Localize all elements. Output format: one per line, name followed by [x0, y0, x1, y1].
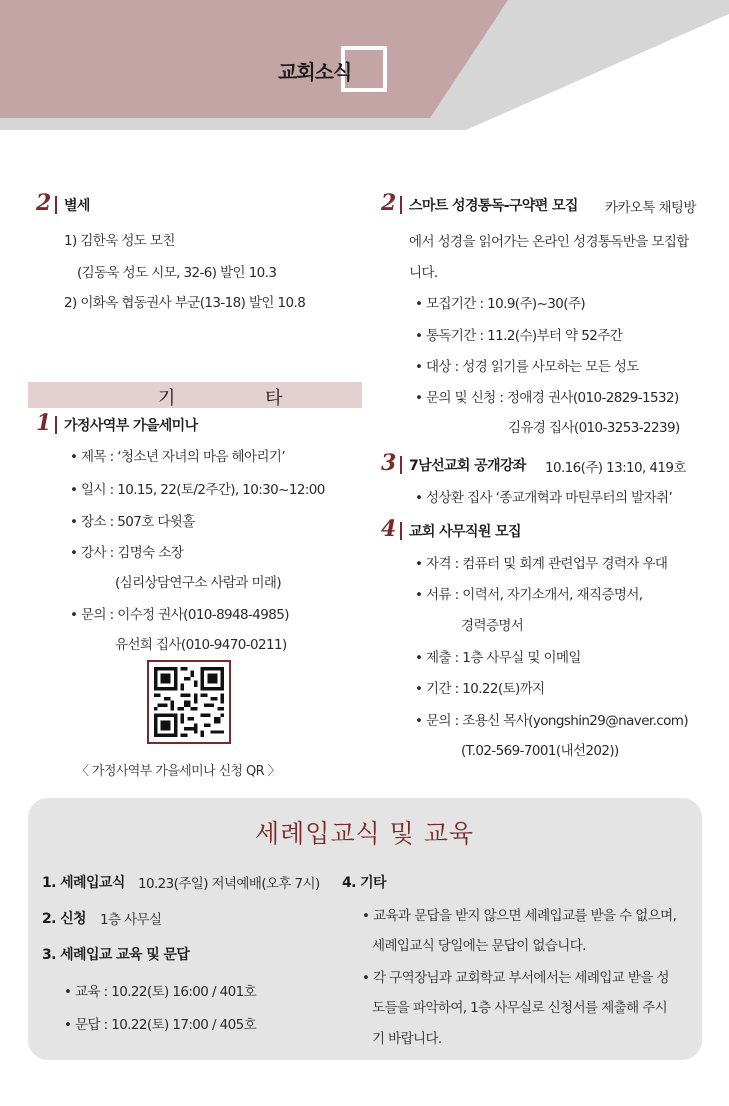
staff-line: • 문의 : 조용신 목사(yongshin29@naver.com): [415, 713, 689, 729]
section-number: 4: [381, 516, 397, 542]
staff-line: (T.02-569-7001(내선202)): [461, 743, 619, 759]
seminar-line: • 일시 : 10.15, 22(토/2주간), 10:30~12:00: [70, 482, 325, 498]
section-number: 3: [381, 450, 397, 476]
lecture-title: 7남선교회 공개강좌: [409, 458, 526, 474]
baptism-item-detail: 1층 사무실: [100, 912, 162, 928]
baptism-item-line: • 문답 : 10.22(토) 17:00 / 405호: [64, 1017, 257, 1033]
baptism-title: 세례입교식 및 교육: [254, 819, 475, 848]
section-bar: [400, 522, 402, 540]
bible-intro: 에서 성경을 읽어가는 온라인 성경통독반을 모집합: [409, 234, 689, 250]
bible-line: • 대상 : 성경 읽기를 사모하는 모든 성도: [415, 359, 639, 375]
byeolse-line: 1) 김한욱 성도 모친: [64, 233, 175, 249]
section-number: 2: [381, 190, 397, 216]
gita-heading: 기 타: [158, 388, 325, 409]
seminar-line: (심리상담연구소 사람과 미래): [115, 575, 282, 591]
byeolse-line: 2) 이화옥 협동권사 부군(13-18) 발인 10.8: [64, 295, 306, 311]
byeolse-line: (김동욱 성도 시모, 32-6) 발인 10.3: [77, 265, 277, 281]
staff-line: • 서류 : 이력서, 자기소개서, 재직증명서,: [415, 587, 643, 603]
lecture-line: • 성상환 집사 ‘종교개혁과 마틴루터의 발자취’: [415, 490, 673, 506]
baptism-item-label: 4. 기타: [342, 875, 386, 891]
section-number: 1: [36, 410, 52, 436]
staff-line: • 제출 : 1층 사무실 및 이메일: [415, 650, 581, 666]
qr-code-icon: [154, 667, 224, 737]
baptism-item-label: 2. 신청: [42, 911, 86, 927]
bible-intro: 카카오톡 채팅방: [605, 200, 696, 216]
baptism-item-detail: 10.23(주일) 저녁예배(오후 7시): [138, 876, 320, 892]
baptism-item-line: • 교육 : 10.22(토) 16:00 / 401호: [64, 984, 257, 1000]
baptism-item-label: 1. 세례입교식: [42, 875, 125, 891]
staff-line: • 자격 : 컴퓨터 및 회계 관련업무 경력자 우대: [415, 556, 668, 572]
seminar-qr-code[interactable]: [147, 660, 231, 744]
seminar-line: • 문의 : 이수정 권사(010-8948-4985): [70, 607, 289, 623]
bible-title: 스마트 성경통독-구약편 모집: [409, 198, 578, 214]
lecture-detail: 10.16(주) 13:10, 419호: [545, 460, 686, 476]
baptism-item-line: 도들을 파악하여, 1층 사무실로 신청서를 제출해 주시: [372, 1000, 668, 1016]
baptism-item-line: 세례입교식 당일에는 문답이 없습니다.: [372, 938, 586, 954]
bible-line: • 통독기간 : 11.2(수)부터 약 52주간: [415, 328, 623, 344]
page-title: 교회소식: [278, 60, 352, 84]
section-bar: [400, 456, 402, 474]
baptism-item-line: • 교육과 문답을 받지 않으면 세례입교를 받을 수 없으며,: [362, 908, 677, 924]
section-bar: [55, 416, 57, 434]
section-bar: [55, 196, 57, 214]
staff-line: 경력증명서: [461, 618, 524, 634]
section-number: 2: [36, 190, 52, 216]
bible-line: 김유경 집사(010-3253-2239): [508, 420, 680, 436]
bible-intro: 니다.: [409, 265, 438, 281]
qr-caption: 〈 가정사역부 가을세미나 신청 QR 〉: [76, 764, 281, 779]
baptism-item-line: • 각 구역장님과 교회학교 부서에서는 세례입교 받을 성: [362, 970, 669, 986]
baptism-item-line: 기 바랍니다.: [372, 1031, 442, 1047]
baptism-item-label: 3. 세례입교 교육 및 문답: [42, 947, 190, 963]
staff-title: 교회 사무직원 모집: [409, 524, 521, 540]
staff-line: • 기간 : 10.22(토)까지: [415, 681, 545, 697]
section-bar: [400, 196, 402, 214]
seminar-line: • 장소 : 507호 다윗홀: [70, 514, 195, 530]
seminar-line: 유선희 집사(010-9470-0211): [115, 637, 287, 653]
seminar-line: • 제목 : ‘청소년 자녀의 마음 헤아리기’: [70, 449, 286, 465]
bible-line: • 문의 및 신청 : 정애경 권사(010-2829-1532): [415, 390, 679, 406]
bible-line: • 모집기간 : 10.9(주)~30(주): [415, 296, 586, 312]
seminar-line: • 강사 : 김명숙 소장: [70, 545, 184, 561]
seminar-title: 가정사역부 가을세미나: [64, 418, 198, 434]
byeolse-title: 별세: [64, 198, 90, 214]
